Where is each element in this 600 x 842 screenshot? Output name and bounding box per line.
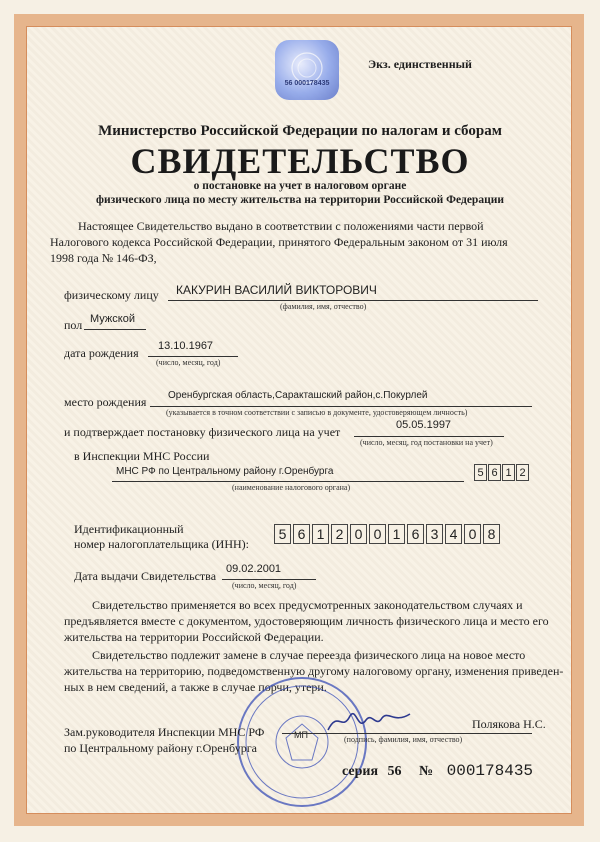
serial-number: 000178435 <box>446 762 534 780</box>
registration-value: 05.05.1997 <box>396 419 452 431</box>
sex-line <box>84 329 146 330</box>
inspection-code-boxes <box>474 464 530 481</box>
hologram-number: 56 000178435 <box>284 80 330 87</box>
inspection-code-digit: 6 <box>488 464 501 481</box>
issue-value: 09.02.2001 <box>226 563 282 575</box>
inn-digit: 4 <box>445 524 462 544</box>
birthdate-caption: (число, месяц, год) <box>156 358 221 367</box>
paragraph-2-line-1: Свидетельство подлежит замене в случае переезда физического лица на новое место <box>92 648 526 662</box>
series-block <box>342 762 533 780</box>
inn-label-2: номер налогоплательщика (ИНН): <box>74 537 249 551</box>
birthdate-line <box>148 356 238 357</box>
signature-caption: (подпись, фамилия, имя, отчество) <box>344 735 463 744</box>
inn-digit: 2 <box>331 524 348 544</box>
inn-digit: 6 <box>407 524 424 544</box>
registration-line <box>354 436 504 437</box>
inn-digit: 6 <box>293 524 310 544</box>
document-title: СВИДЕТЕЛЬСТВО <box>130 141 470 181</box>
inn-label-1: Идентификационный <box>74 522 184 536</box>
inn-digit: 0 <box>464 524 481 544</box>
copy-label: Экз. единственный <box>368 57 472 71</box>
number-sign: № <box>419 764 434 779</box>
paragraph-1-line-2: предъявляется вместе с документом, удостоверяющим личность физического лица и место его <box>64 614 549 628</box>
person-label: физическому лицу <box>64 288 159 302</box>
inn-digit: 3 <box>426 524 443 544</box>
issue-line <box>222 579 316 580</box>
sex-label: пол <box>64 318 83 332</box>
issue-caption: (число, месяц, год) <box>232 581 297 590</box>
inspection-code-digit: 5 <box>474 464 487 481</box>
issue-label: Дата выдачи Свидетельства <box>74 569 217 583</box>
inn-boxes <box>274 524 502 544</box>
inn-digit: 0 <box>350 524 367 544</box>
registration-caption: (число, месяц, год постановки на учет) <box>360 438 493 447</box>
inspection-line <box>112 481 464 482</box>
signer-position-1: Зам.руководителя Инспекции МНС РФ <box>64 725 265 739</box>
series-value: 56 <box>387 764 402 779</box>
inn-digit: 1 <box>388 524 405 544</box>
intro-line-3: 1998 года № 146-ФЗ, <box>50 251 157 265</box>
birthdate-label: дата рождения <box>64 346 139 360</box>
birthplace-value: Оренбургская область,Саракташский район,с.Покурлей <box>168 390 428 401</box>
intro-line-2: Налогового кодекса Российской Федерации, принятого Федеральным законом от 31 июля <box>50 235 508 249</box>
paragraph-2-line-2: жительства на территорию, подведомственную другому налоговому органу, изменения приведен- <box>64 664 564 678</box>
inn-digit: 0 <box>369 524 386 544</box>
registration-label: и подтверждает постановку физического лица на учет <box>64 425 341 439</box>
signer-name: Полякова Н.С. <box>472 717 546 731</box>
subtitle-2: физического лица по месту жительства на территории Российской Федерации <box>96 194 504 206</box>
series-label: серия <box>342 764 379 779</box>
inspection-label: в Инспекции МНС России <box>74 449 210 463</box>
birthplace-label: место рождения <box>64 395 147 409</box>
ministry-title: Министерство Российской Федерации по налогам и сборам <box>98 123 502 139</box>
hologram-sticker <box>275 40 339 100</box>
signer-position-2: по Центральному району г.Оренбурга <box>64 741 257 755</box>
birthplace-line <box>150 406 532 407</box>
signature-line <box>282 733 532 734</box>
inn-digit: 1 <box>312 524 329 544</box>
inspection-code-digit: 2 <box>516 464 529 481</box>
inspection-value: МНС РФ по Центральному району г.Оренбурга <box>116 466 334 477</box>
inspection-code-digit: 1 <box>502 464 515 481</box>
person-value: КАКУРИН ВАСИЛИЙ ВИКТОРОВИЧ <box>176 283 377 297</box>
inspection-caption: (наименование налогового органа) <box>232 483 351 492</box>
paragraph-1-line-3: жительства на территории Российской Федерации. <box>64 630 324 644</box>
birthplace-caption: (указывается в точном соответствии с записью в документе, удостоверяющем личность) <box>166 408 468 417</box>
sex-value: Мужской <box>90 313 135 325</box>
paragraph-1-line-1: Свидетельство применяется во всех предусмотренных законодательством случаях и <box>92 598 523 612</box>
person-line <box>168 300 538 301</box>
birthdate-value: 13.10.1967 <box>158 340 214 352</box>
inn-digit: 5 <box>274 524 291 544</box>
person-caption: (фамилия, имя, отчество) <box>280 302 367 311</box>
subtitle-1: о постановке на учет в налоговом органе <box>193 180 407 192</box>
intro-line-1: Настоящее Свидетельство выдано в соответствии с положениями части первой <box>78 219 484 233</box>
mp-label: МП <box>294 730 308 740</box>
paragraph-2-line-3: ных в нем сведений, а также в случае порчи, утери. <box>64 680 327 694</box>
inn-digit: 8 <box>483 524 500 544</box>
